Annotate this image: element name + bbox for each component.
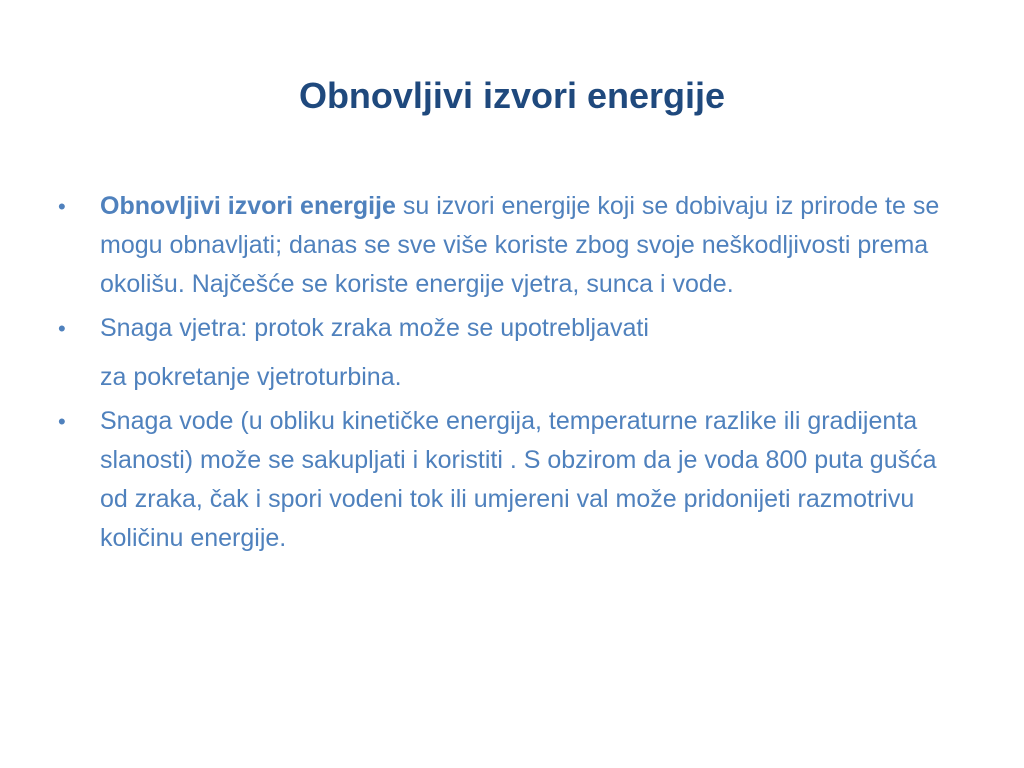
bullet-text: Snaga vode (u obliku kinetičke energija, temperaturne razlike ili gradijenta slanosti) može se sakupljati i koristiti . S obzirom da je voda 800 puta gušća od zraka, čak i spori vodeni tok ili umjereni val može pridonijeti razmotrivu količinu energije. [100, 407, 937, 552]
bullet-continuation-wind [58, 358, 963, 397]
bullet-item-water [58, 402, 963, 558]
slide-title: Obnovljivi izvori energije [298, 75, 726, 116]
bullet-item-wind [58, 309, 963, 348]
slide-body [58, 187, 963, 563]
bullet-text: su izvori energije koji se dobivaju iz prirode te se mogu obnavljati; danas se sve više koriste zbog svoje neškodljivosti prema okolišu. Najčešće se koriste energije vjetra, sunca i vode. [100, 192, 940, 298]
bullet-icon: • [58, 316, 66, 341]
bullet-text: Snaga vjetra: protok zraka može se upotrebljavati [100, 314, 649, 342]
bullet-bold-lead: Obnovljivi izvori energije [100, 192, 396, 220]
continuation-text: za pokretanje vjetroturbina. [100, 363, 402, 391]
bullet-item-definition [58, 187, 963, 304]
bullet-icon: • [58, 409, 66, 434]
bullet-icon: • [58, 194, 66, 219]
